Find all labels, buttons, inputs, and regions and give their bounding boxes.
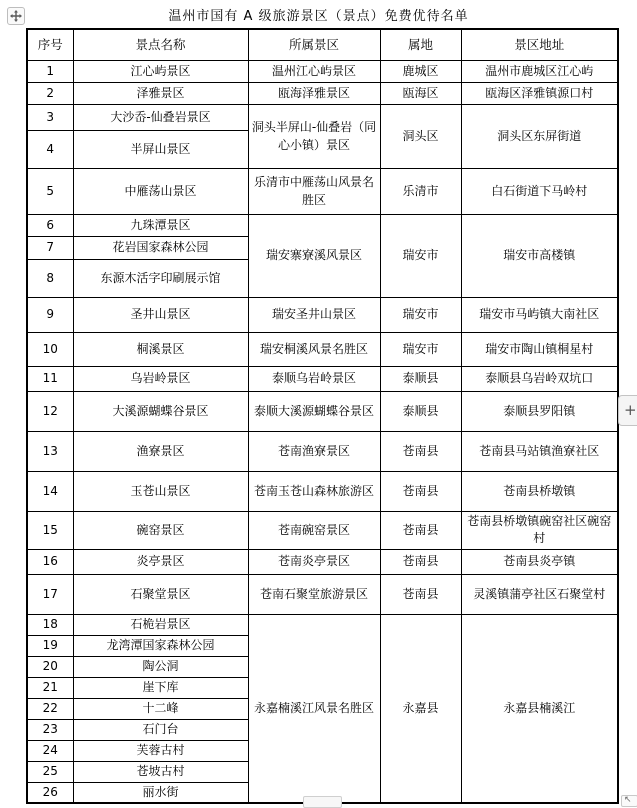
table-row <box>27 215 618 237</box>
scenic-area-table <box>26 28 619 804</box>
cell-district[interactable]: 苍南县 <box>380 472 461 512</box>
cell-district[interactable]: 苍南县 <box>380 432 461 472</box>
cell-district[interactable]: 苍南县 <box>380 574 461 614</box>
cell-scenic[interactable]: 苍南渔寮景区 <box>248 432 380 472</box>
cell-address[interactable]: 苍南县桥墩镇 <box>461 472 618 512</box>
table-resize-handle[interactable] <box>621 795 637 807</box>
table-row <box>27 367 618 392</box>
cell-name[interactable]: 石门台 <box>73 719 248 740</box>
cell-seq[interactable]: 25 <box>27 761 73 782</box>
cell-name[interactable]: 碗窑景区 <box>73 512 248 550</box>
cell-address[interactable]: 瓯海区泽雅镇源口村 <box>461 83 618 105</box>
cell-name[interactable]: 陶公洞 <box>73 656 248 677</box>
cell-district[interactable]: 泰顺县 <box>380 367 461 392</box>
cell-name[interactable]: 花岩国家森林公园 <box>73 237 248 260</box>
cell-district[interactable]: 鹿城区 <box>380 61 461 83</box>
cell-address[interactable]: 苍南县桥墩镇碗窑社区碗窑村 <box>461 512 618 550</box>
cell-seq[interactable]: 11 <box>27 367 73 392</box>
table-row <box>27 574 618 614</box>
cell-seq[interactable]: 17 <box>27 574 73 614</box>
cell-address[interactable]: 泰顺县罗阳镇 <box>461 392 618 432</box>
cell-seq[interactable]: 10 <box>27 333 73 367</box>
cell-scenic[interactable]: 瑞安桐溪风景名胜区 <box>248 333 380 367</box>
table-row <box>27 472 618 512</box>
cell-address[interactable]: 苍南县炎亭镇 <box>461 549 618 574</box>
cell-name[interactable]: 石聚堂景区 <box>73 574 248 614</box>
cell-name[interactable]: 石桅岩景区 <box>73 614 248 635</box>
resize-arrow-icon: ↖ <box>624 795 632 805</box>
cell-address[interactable]: 瑞安市马屿镇大南社区 <box>461 298 618 333</box>
table-row <box>27 392 618 432</box>
cell-scenic[interactable]: 瑞安寨寮溪风景区 <box>248 215 380 298</box>
table-row <box>27 61 618 83</box>
add-column-button[interactable] <box>618 395 637 426</box>
header-cell-2[interactable]: 所属景区 <box>248 29 380 61</box>
cell-seq[interactable]: 3 <box>27 105 73 131</box>
cell-address[interactable]: 温州市鹿城区江心屿 <box>461 61 618 83</box>
cell-name[interactable]: 崖下库 <box>73 677 248 698</box>
cell-name[interactable]: 半屏山景区 <box>73 131 248 169</box>
cell-seq[interactable]: 16 <box>27 549 73 574</box>
cell-address[interactable]: 洞头区东屏街道 <box>461 105 618 169</box>
cell-seq[interactable]: 18 <box>27 614 73 635</box>
cell-scenic[interactable]: 苍南炎亭景区 <box>248 549 380 574</box>
cell-district[interactable]: 永嘉县 <box>380 614 461 803</box>
cell-address[interactable]: 灵溪镇蒲亭社区石聚堂村 <box>461 574 618 614</box>
cell-district[interactable]: 乐清市 <box>380 169 461 215</box>
cell-name[interactable]: 大沙岙-仙叠岩景区 <box>73 105 248 131</box>
cell-name[interactable]: 丽水街 <box>73 782 248 803</box>
cell-district[interactable]: 苍南县 <box>380 549 461 574</box>
cell-seq[interactable]: 26 <box>27 782 73 803</box>
cell-name[interactable]: 九珠潭景区 <box>73 215 248 237</box>
cell-address[interactable]: 白石街道下马岭村 <box>461 169 618 215</box>
cell-name[interactable]: 桐溪景区 <box>73 333 248 367</box>
cell-seq[interactable]: 21 <box>27 677 73 698</box>
cell-address[interactable]: 瑞安市陶山镇桐星村 <box>461 333 618 367</box>
cell-seq[interactable]: 24 <box>27 740 73 761</box>
table-row <box>27 614 618 635</box>
table-row <box>27 83 618 105</box>
cell-seq[interactable]: 15 <box>27 512 73 550</box>
cell-district[interactable]: 瓯海区 <box>380 83 461 105</box>
table-row <box>27 298 618 333</box>
header-cell-4[interactable]: 景区地址 <box>461 29 618 61</box>
cell-scenic[interactable]: 泰顺乌岩岭景区 <box>248 367 380 392</box>
cell-name[interactable]: 十二峰 <box>73 698 248 719</box>
cell-seq[interactable]: 4 <box>27 131 73 169</box>
table-row <box>27 333 618 367</box>
cell-name[interactable]: 渔寮景区 <box>73 432 248 472</box>
cell-name[interactable]: 芙蓉古村 <box>73 740 248 761</box>
cell-name[interactable]: 江心屿景区 <box>73 61 248 83</box>
cell-seq[interactable]: 1 <box>27 61 73 83</box>
cell-seq[interactable]: 2 <box>27 83 73 105</box>
cell-name[interactable]: 泽雅景区 <box>73 83 248 105</box>
cell-scenic[interactable]: 温州江心屿景区 <box>248 61 380 83</box>
cell-seq[interactable]: 8 <box>27 260 73 298</box>
table-row <box>27 432 618 472</box>
cell-district[interactable]: 瑞安市 <box>380 298 461 333</box>
cell-seq[interactable]: 19 <box>27 635 73 656</box>
cell-seq[interactable]: 12 <box>27 392 73 432</box>
cell-name[interactable]: 大溪源蝴蝶谷景区 <box>73 392 248 432</box>
page-title: 温州市国有 A 级旅游景区（景点）免费优待名单 <box>168 9 469 24</box>
table-header-row <box>27 29 618 61</box>
cell-scenic[interactable]: 苍南玉苍山森林旅游区 <box>248 472 380 512</box>
cell-address[interactable]: 瑞安市高楼镇 <box>461 215 618 298</box>
cell-district[interactable]: 苍南县 <box>380 512 461 550</box>
cell-name[interactable]: 炎亭景区 <box>73 549 248 574</box>
header-cell-1[interactable]: 景点名称 <box>73 29 248 61</box>
plus-icon: + <box>624 401 637 419</box>
cell-seq[interactable]: 5 <box>27 169 73 215</box>
table-row <box>27 549 618 574</box>
cell-scenic[interactable]: 乐清市中雁荡山风景名胜区 <box>248 169 380 215</box>
cell-address[interactable]: 苍南县马站镇渔寮社区 <box>461 432 618 472</box>
cell-seq[interactable]: 13 <box>27 432 73 472</box>
cell-name[interactable]: 东源木活字印刷展示馆 <box>73 260 248 298</box>
cell-name[interactable]: 玉苍山景区 <box>73 472 248 512</box>
table-row <box>27 105 618 131</box>
cell-district[interactable]: 瑞安市 <box>380 215 461 298</box>
cell-district[interactable]: 泰顺县 <box>380 392 461 432</box>
cell-name[interactable]: 龙湾潭国家森林公园 <box>73 635 248 656</box>
cell-district[interactable]: 瑞安市 <box>380 333 461 367</box>
cell-seq[interactable]: 22 <box>27 698 73 719</box>
cell-seq[interactable]: 7 <box>27 237 73 260</box>
cell-district[interactable]: 洞头区 <box>380 105 461 169</box>
cell-name[interactable]: 圣井山景区 <box>73 298 248 333</box>
cell-name[interactable]: 中雁荡山景区 <box>73 169 248 215</box>
cell-seq[interactable]: 6 <box>27 215 73 237</box>
cell-name[interactable]: 苍坡古村 <box>73 761 248 782</box>
add-row-button[interactable] <box>303 796 342 808</box>
cell-name[interactable]: 乌岩岭景区 <box>73 367 248 392</box>
table-row <box>27 512 618 550</box>
header-cell-3[interactable]: 属地 <box>380 29 461 61</box>
cell-scenic[interactable]: 瑞安圣井山景区 <box>248 298 380 333</box>
cell-scenic[interactable]: 永嘉楠溪江风景名胜区 <box>248 614 380 803</box>
cell-seq[interactable]: 14 <box>27 472 73 512</box>
cell-seq[interactable]: 20 <box>27 656 73 677</box>
cell-scenic[interactable]: 苍南碗窑景区 <box>248 512 380 550</box>
cell-address[interactable]: 永嘉县楠溪江 <box>461 614 618 803</box>
cell-scenic[interactable]: 瓯海泽雅景区 <box>248 83 380 105</box>
header-cell-0[interactable]: 序号 <box>27 29 73 61</box>
cell-scenic[interactable]: 泰顺大溪源蝴蝶谷景区 <box>248 392 380 432</box>
cell-seq[interactable]: 23 <box>27 719 73 740</box>
cell-address[interactable]: 泰顺县乌岩岭双坑口 <box>461 367 618 392</box>
cell-seq[interactable]: 9 <box>27 298 73 333</box>
cell-scenic[interactable]: 洞头半屏山-仙叠岩（同心小镇）景区 <box>248 105 380 169</box>
table-row <box>27 169 618 215</box>
cell-scenic[interactable]: 苍南石聚堂旅游景区 <box>248 574 380 614</box>
